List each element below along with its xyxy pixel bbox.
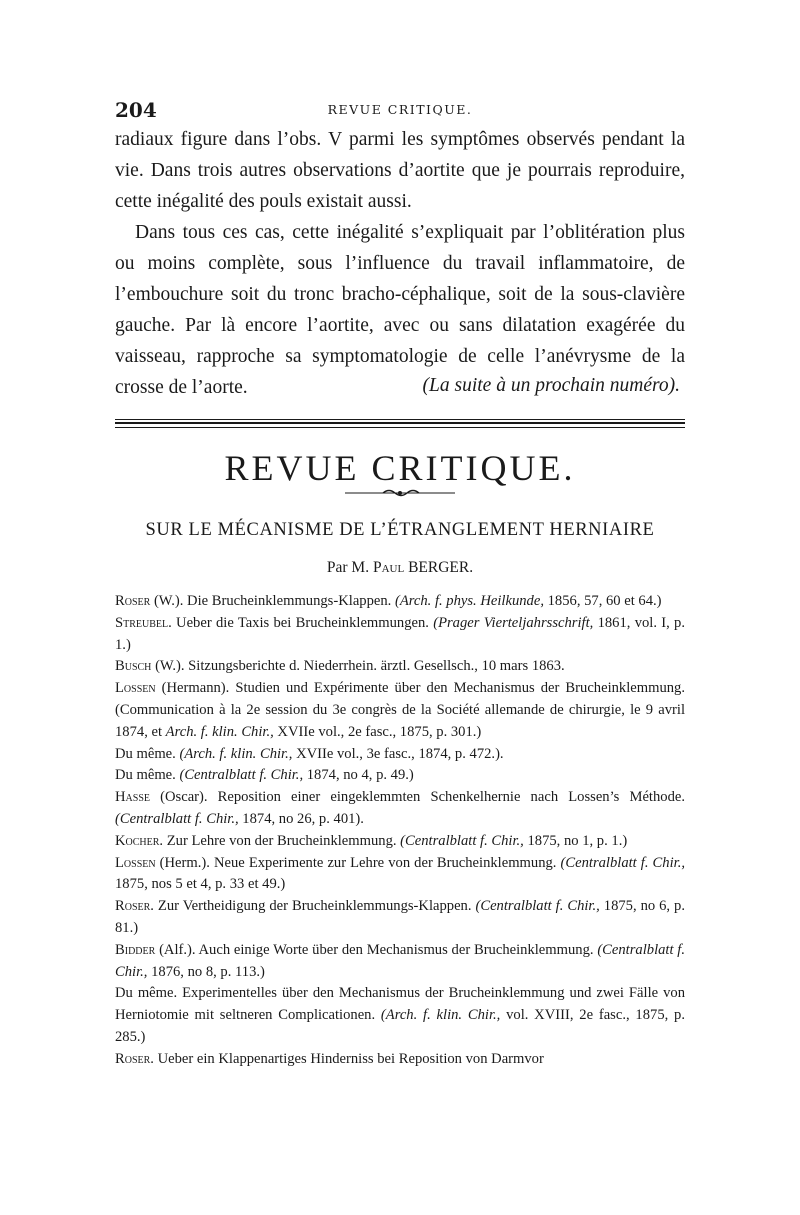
divider (115, 422, 685, 424)
reference-entry: Hasse (Oscar). Reposition einer eingeklemmten Schenkelhernie nach Lossen’s Méthode. (Centralblatt f. Chir., 1874, no 26, p. 401). (115, 789, 685, 827)
reference-entry: Kocher. Zur Lehre von der Brucheinklemmung. (Centralblatt f. Chir., 1875, no 1, p. 1.) (115, 832, 628, 849)
reference-entry: Du même. Experimentelles über den Mechanismus der Brucheinklemmung und zwei Fälle von Herniotomie mit seltneren Complicationen. (Arch. f. klin. Chir., vol. XVIII, 2e fasc., 1875, p. 285.) (115, 985, 685, 1045)
paragraph: Dans tous ces cas, cette inégalité s’expliquait par l’oblitération plus ou moins complète, sous l’influence du travail inflammatoire, de l’embouchure soit du tronc bracho-céphalique, soit de la sous-clavière gauche. Par là encore l’aortite, avec ou sans dilatation exagérée du vaisseau, rapproche sa symptomatologie de celle l’anévrysme de la crosse de l’aorte. (115, 222, 685, 398)
reference-entry: Roser. Ueber ein Klappenartiges Hinderniss bei Reposition von Darmvor (115, 1050, 544, 1067)
reference-entry: Du même. (Centralblatt f. Chir., 1874, no 4, p. 49.) (115, 767, 414, 784)
reference-entry: Du même. (Arch. f. klin. Chir., XVIIe vol., 3e fasc., 1874, p. 472.). (115, 745, 504, 762)
continuation-note: (La suite à un prochain numéro). (422, 375, 680, 396)
divider (115, 427, 685, 428)
article-title: SUR LE MÉCANISME DE L’ÉTRANGLEMENT HERNIAIRE (145, 520, 655, 540)
reference-entry: Bidder (Alf.). Auch einige Worte über den Mechanismus der Brucheinklemmung. (Centralblatt f. Chir., 1876, no 8, p. 113.) (115, 941, 686, 980)
page-number: 204 (115, 98, 157, 122)
ornament-icon (345, 486, 455, 500)
reference-entry: Lossen (Hermann). Studien und Expérimente über den Mechanismus der Brucheinklemmung. (Communication à la 2e session du 3e congrès de la Société allemande de chirurgie, le 9 avril 1874, et Arch. f. klin. Chir., XVIIe vol., 2e fasc., 1875, p. 301.) (115, 680, 685, 740)
body-text (115, 124, 685, 403)
reference-entry: Streubel. Ueber die Taxis bei Brucheinklemmungen. (Prager Vierteljahrsschrift, 1861, vol. I, p. 1.) (115, 614, 685, 653)
reference-entry: Roser. Zur Vertheidigung der Brucheinklemmungs-Klappen. (Centralblatt f. Chir., 1875, no 6, p. 81.) (115, 898, 686, 936)
paragraph: radiaux figure dans l’obs. V parmi les symptômes observés pendant la vie. Dans trois autres observations d’aortite que je pourrais reproduire, cette inégalité des pouls existait aussi. (115, 129, 685, 212)
section-title: REVUE CRITIQUE. (224, 448, 576, 488)
byline: Par M. Paul BERGER. (326, 559, 474, 576)
divider (115, 419, 685, 420)
running-head: REVUE CRITIQUE. (327, 102, 473, 117)
reference-entry: Roser (W.). Die Brucheinklemmungs-Klappen. (Arch. f. phys. Heilkunde, 1856, 57, 60 et 64.) (115, 593, 662, 609)
reference-entry: Lossen (Herm.). Neue Experimente zur Lehre von der Brucheinklemmung. (Centralblatt f. Chir., 1875, nos 5 et 4, p. 33 et 49.) (115, 854, 685, 893)
bibliography (115, 591, 685, 1071)
reference-entry: Busch (W.). Sitzungsberichte d. Niederrhein. ärztl. Gesellsch., 10 mars 1863. (115, 658, 565, 675)
page-header (115, 98, 685, 122)
